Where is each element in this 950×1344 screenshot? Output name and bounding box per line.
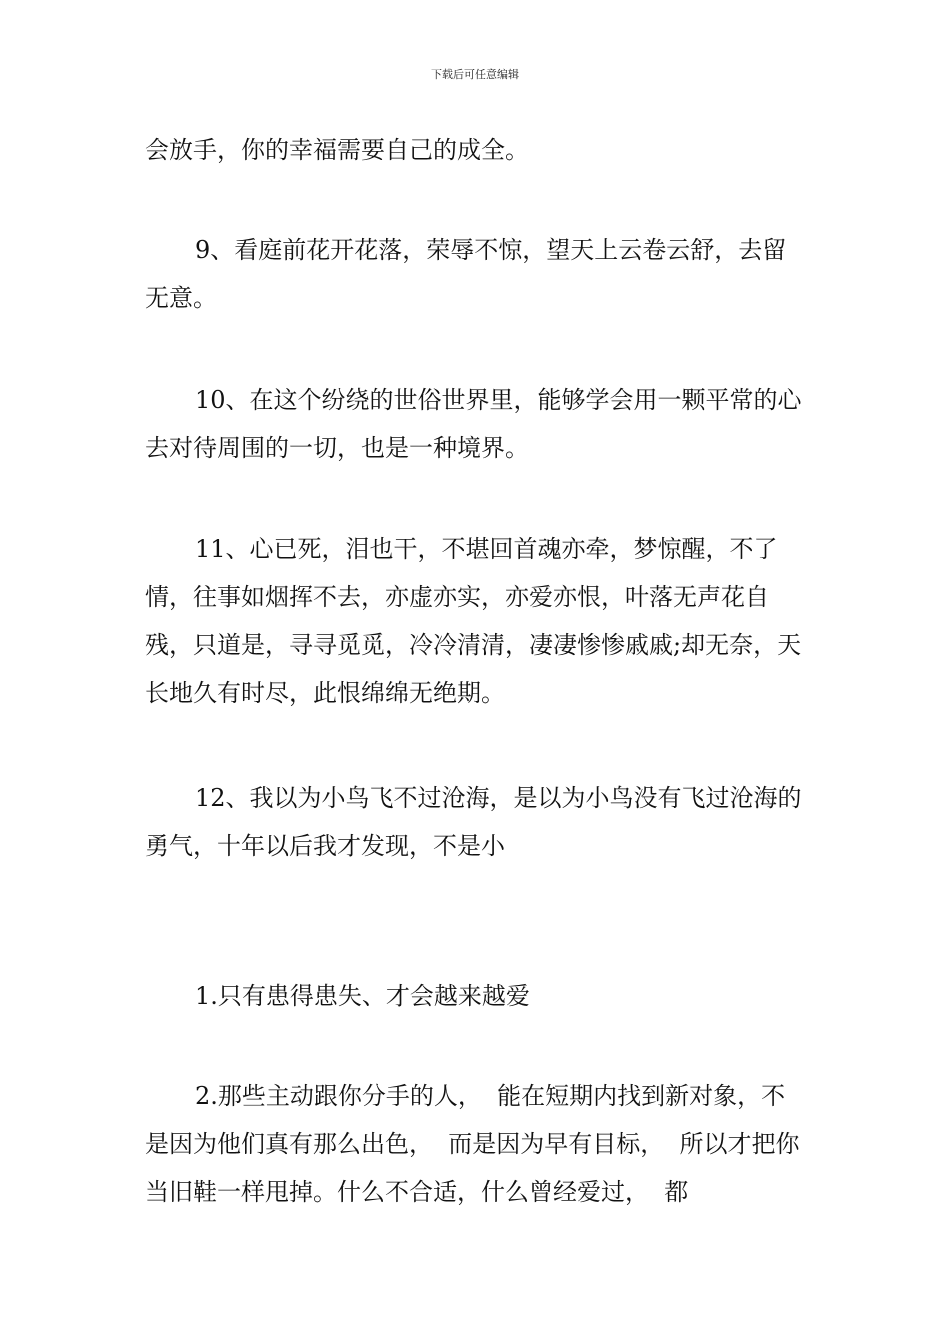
paragraph-text: 9、看庭前花开花落，荣辱不惊，望天上云卷云舒，去留无意。 <box>145 236 787 312</box>
paragraph-text: 11、心已死，泪也干，不堪回首魂亦牵，梦惊醒，不了情，往事如烟挥不去，亦虚亦实，亦爱亦恨，叶落无声花自残，只道是，寻寻觅觅，冷冷清清，凄凄惨惨戚戚;却无奈，天长地久有时尽，此恨绵绵无绝期。 <box>145 535 802 707</box>
paragraph-text: 12、我以为小鸟飞不过沧海，是以为小鸟没有飞过沧海的勇气，十年以后我才发现，不是小 <box>145 784 802 860</box>
paragraph-text: 会放手，你的幸福需要自己的成全。 <box>145 136 529 164</box>
page-header: 下载后可任意编辑 <box>431 68 519 81</box>
paragraph-text: 2.那些主动跟你分手的人， 能在短期内找到新对象，不是因为他们真有那么出色， 而是因为早有目标， 所以才把你当旧鞋一样甩掉。什么不合适，什么曾经爱过， 都 <box>145 1082 800 1206</box>
paragraph-item-10 <box>145 376 807 472</box>
list-item-2 <box>145 1072 807 1216</box>
paragraph-text: 1.只有患得患失、才会越来越爱 <box>195 982 530 1010</box>
paragraph-item-9 <box>145 226 807 322</box>
list-item-1 <box>145 972 807 1020</box>
paragraph-item-12 <box>145 774 807 870</box>
paragraph-continuation <box>145 126 807 174</box>
paragraph-text: 10、在这个纷绕的世俗世界里，能够学会用一颗平常的心去对待周围的一切，也是一种境界。 <box>145 386 802 462</box>
paragraph-item-11 <box>145 525 807 717</box>
